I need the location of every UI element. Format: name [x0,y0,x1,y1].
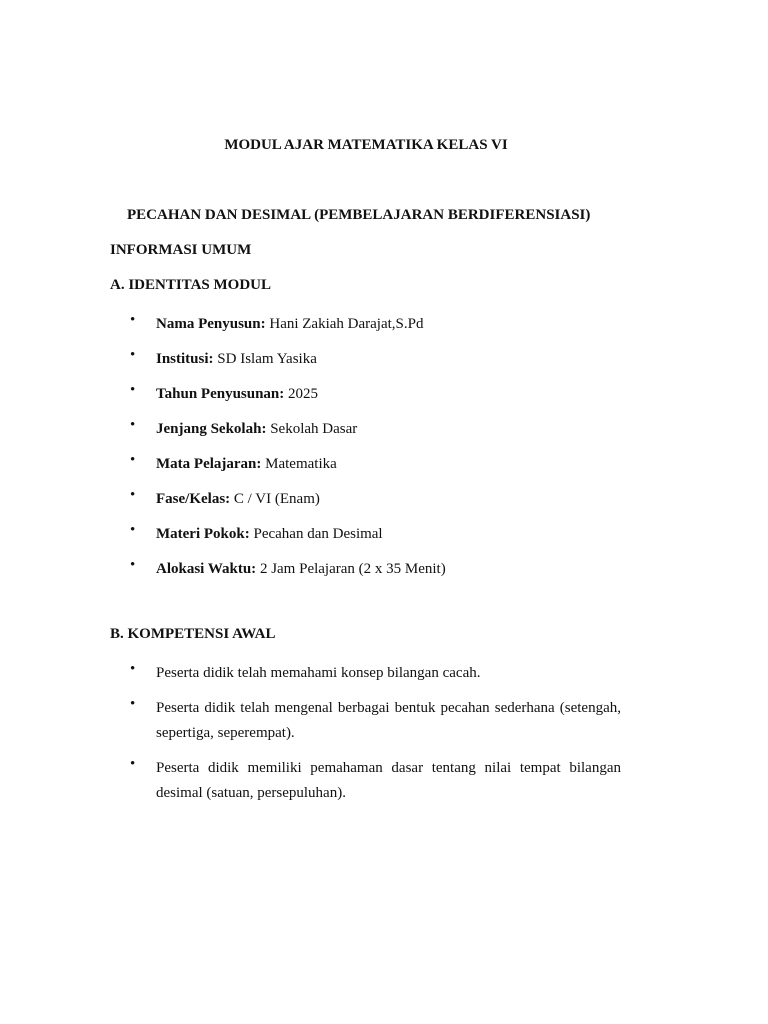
bullet-icon: • [130,452,136,468]
bullet-icon: • [130,312,136,328]
item-label: Institusi: [156,351,214,367]
competence-heading: B. KOMPETENSI AWAL [110,626,276,642]
item-value: 2 Jam Pelajaran (2 x 35 Menit) [256,561,446,577]
bullet-icon: • [130,522,136,538]
identity-heading: A. IDENTITAS MODUL [110,277,271,293]
bullet-icon: • [130,557,136,573]
item-label: Materi Pokok: [156,526,250,542]
item-label: Alokasi Waktu: [156,561,257,577]
item-label: Fase/Kelas: [156,491,231,507]
item-value: Pecahan dan Desimal [249,526,383,542]
item-value: 2025 [284,386,319,402]
bullet-icon: • [130,487,136,503]
item-label: Nama Penyusun: [156,316,266,332]
item-value: C / VI (Enam) [230,491,320,507]
bullet-icon: • [130,696,136,712]
item-value: Sekolah Dasar [266,421,358,437]
bullet-icon: • [130,661,136,677]
item-text: Peserta didik telah memahami konsep bilangan cacah. [156,665,481,681]
item-value: SD Islam Yasika [213,351,317,367]
general-info-heading: INFORMASI UMUM [110,242,252,258]
bullet-icon: • [130,417,136,433]
item-label: Tahun Penyusunan: [156,386,285,402]
bullet-icon: • [130,347,136,363]
item-text: Peserta didik memiliki pemahaman dasar tentang nilai tempat bilangan desimal (satuan, persepuluhan). [156,760,621,801]
item-value: Hani Zakiah Darajat,S.Pd [265,316,424,332]
item-value: Matematika [261,456,337,472]
item-label: Jenjang Sekolah: [156,421,267,437]
page-title: MODUL AJAR MATEMATIKA KELAS VI [224,137,508,153]
item-text: Peserta didik telah mengenal berbagai bentuk pecahan sederhana (setengah, sepertiga, seperempat). [156,700,621,741]
page-subtitle: PECAHAN DAN DESIMAL (PEMBELAJARAN BERDIFERENSIASI) [127,207,591,223]
bullet-icon: • [130,382,136,398]
item-label: Mata Pelajaran: [156,456,262,472]
bullet-icon: • [130,756,136,772]
